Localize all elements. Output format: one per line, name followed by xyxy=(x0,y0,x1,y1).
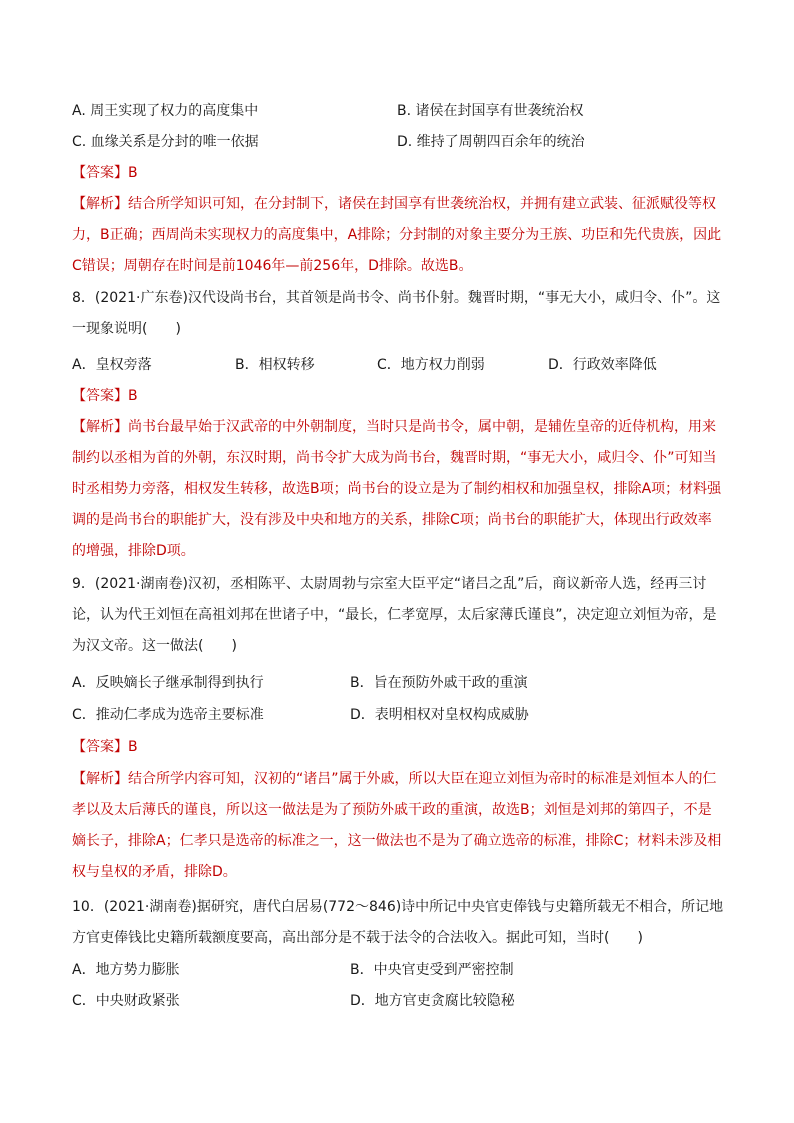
q9-options-row-1 xyxy=(72,673,732,693)
q8-stem: 8．(2021·广东卷)汉代设尚书台，其首领是尚书令、尚书仆射。魏晋时期，“事无大小，咸归令、仆”。这一现象说明( ) xyxy=(72,290,721,337)
q7-analysis-tag: 【解析】 xyxy=(72,196,128,212)
q9-option-b[interactable]: B．旨在预防外戚干政的重演 xyxy=(350,675,528,691)
q7-option-d[interactable]: D. 维持了周朝四百余年的统治 xyxy=(397,134,585,150)
q8-option-a[interactable]: A．皇权旁落 xyxy=(72,357,152,373)
q7-option-b[interactable]: B. 诸侯在封国享有世袭统治权 xyxy=(397,103,584,119)
q8-analysis-tag: 【解析】 xyxy=(72,419,128,435)
q9-analysis-text: 结合所学内容可知，汉初的“诸吕”属于外戚，所以大臣在迎立刘恒为帝时的标准是刘恒本人的仁孝以及太后薄氏的谨良，所以这一做法是为了预防外戚干政的重演，故选B；刘恒是刘邦的第四子，不是嫡长子，排除A；仁孝只是选帝的标准之一，这一做法也不是为了确立选帝的标准，排除C；材料未涉及相权与皇权的矛盾，排除D。 xyxy=(72,771,722,880)
q9-analysis xyxy=(72,764,724,888)
q8-analysis-text: 尚书台最早始于汉武帝的中外朝制度，当时只是尚书令，属中朝，是辅佐皇帝的近侍机构，用来制约以丞相为首的外朝，东汉时期，尚书令扩大成为尚书台，魏晋时期，“事无大小，咸归令、仆”可知当时丞相势力旁落，相权发生转移，故选B项；尚书台的设立是为了制约相权和加强皇权，排除A项；材料强调的是尚书台的职能扩大，没有涉及中央和地方的关系，排除C项；尚书台的职能扩大，体现出行政效率的增强，排除D项。 xyxy=(72,419,722,559)
q9-options-row-2 xyxy=(72,705,732,725)
q8-option-b[interactable]: B．相权转移 xyxy=(235,357,315,373)
q10-option-d[interactable]: D．地方官吏贪腐比较隐秘 xyxy=(350,993,515,1009)
q10-stem: 10．(2021·湖南卷)据研究，唐代白居易(772～846)诗中所记中央官吏俸钱与史籍所载无不相合，所记地方官吏俸钱比史籍所载额度要高，高出部分是不载于法令的合法收入。据此可知，当时( ) xyxy=(72,899,724,946)
q8-option-c[interactable]: C．地方权力削弱 xyxy=(377,357,485,373)
q10-option-b[interactable]: B．中央官吏受到严密控制 xyxy=(350,962,514,978)
q10-option-c[interactable]: C．中央财政紧张 xyxy=(72,993,180,1009)
q7-options-row-2 xyxy=(72,132,732,152)
q8-analysis xyxy=(72,412,724,567)
q7-answer: 【答案】B xyxy=(72,165,138,181)
q7-options-row-1 xyxy=(72,101,732,121)
q8-option-d[interactable]: D．行政效率降低 xyxy=(548,357,657,373)
q9-option-c[interactable]: C．推动仁孝成为选帝主要标准 xyxy=(72,707,264,723)
q7-analysis-text: 结合所学知识可知，在分封制下，诸侯在封国享有世袭统治权，并拥有建立武装、征派赋役等权力，B正确；西周尚未实现权力的高度集中，A排除；分封制的对象主要分为王族、功臣和先代贵族，因此C错误；周朝存在时间是前1046年—前256年，D排除。故选B。 xyxy=(72,196,722,274)
q9-option-a[interactable]: A．反映嫡长子继承制得到执行 xyxy=(72,675,264,691)
q9-option-d[interactable]: D．表明相权对皇权构成威胁 xyxy=(350,707,529,723)
q10-options-row-1 xyxy=(72,960,732,980)
q10-option-a[interactable]: A．地方势力膨胀 xyxy=(72,962,180,978)
q8-answer: 【答案】B xyxy=(72,388,138,404)
q7-analysis xyxy=(72,189,724,282)
q8-options xyxy=(72,355,732,375)
q10-options-row-2 xyxy=(72,991,732,1011)
q7-option-a[interactable]: A. 周王实现了权力的高度集中 xyxy=(72,103,259,119)
q9-answer: 【答案】B xyxy=(72,739,138,755)
q7-option-c[interactable]: C. 血缘关系是分封的唯一依据 xyxy=(72,134,259,150)
q9-stem: 9．(2021·湖南卷)汉初，丞相陈平、太尉周勃与宗室大臣平定“诸吕之乱”后，商议新帝人选，经再三讨论，认为代王刘恒在高祖刘邦在世诸子中，“最长，仁孝宽厚，太后家薄氏谨良”，决定迎立刘恒为帝，是为汉文帝。这一做法( ) xyxy=(72,576,717,654)
q9-analysis-tag: 【解析】 xyxy=(72,771,128,787)
